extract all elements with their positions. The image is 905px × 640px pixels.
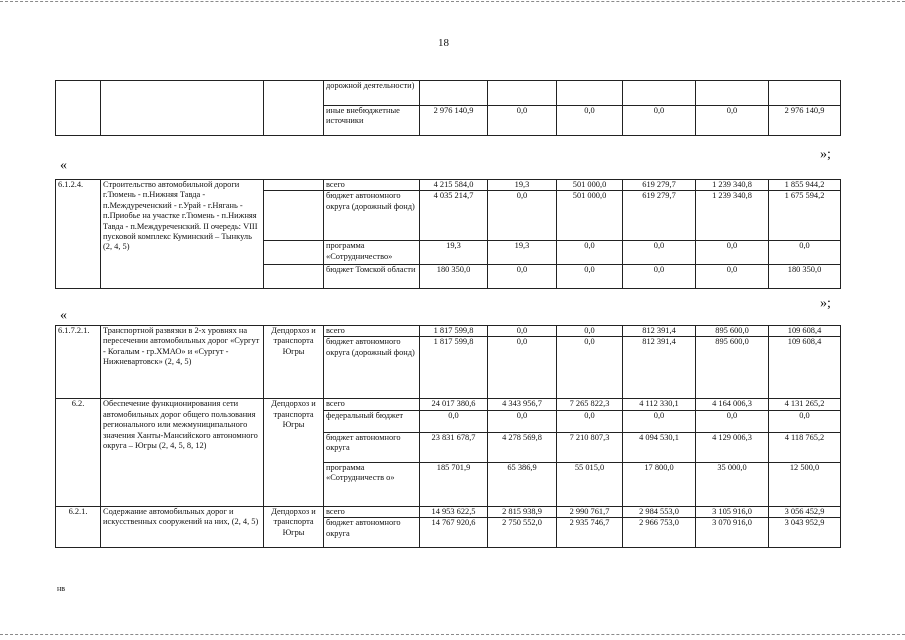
value-cell: 0,0 [623, 106, 696, 136]
source-cell: бюджет автономного округа (дорожный фонд) [324, 337, 420, 399]
source-cell: бюджет Томской области [324, 265, 420, 289]
value-cell: 0,0 [488, 410, 557, 432]
code-cell: 6.2.1. [56, 506, 101, 547]
value-cell: 619 279,7 [623, 191, 696, 241]
value-cell: 895 600,0 [696, 337, 769, 399]
value-cell: 0,0 [623, 265, 696, 289]
page-number: 18 [438, 37, 449, 49]
executor-cell: Депдорхоз и транспорта Югры [264, 326, 324, 399]
table-row [56, 326, 841, 337]
value-cell: 0,0 [557, 265, 623, 289]
value-cell [420, 81, 488, 106]
value-cell: 2 990 761,7 [557, 506, 623, 517]
value-cell: 3 105 916,0 [696, 506, 769, 517]
table-continuation [55, 80, 841, 136]
value-cell: 501 000,0 [557, 180, 623, 191]
table-row [56, 399, 841, 410]
source-cell: бюджет автономного округа (дорожный фонд) [324, 191, 420, 241]
code-cell: 6.2. [56, 399, 101, 506]
value-cell: 0,0 [696, 106, 769, 136]
page-top-edge [0, 1, 905, 2]
executor-cell: Депдорхоз и транспорта Югры [264, 399, 324, 506]
quote-close: »; [820, 147, 831, 162]
value-cell: 2 976 140,9 [420, 106, 488, 136]
value-cell: 24 017 380,6 [420, 399, 488, 410]
value-cell: 4 112 330,1 [623, 399, 696, 410]
value-cell: 180 350,0 [420, 265, 488, 289]
value-cell: 0,0 [696, 241, 769, 265]
value-cell: 1 239 340,8 [696, 180, 769, 191]
value-cell [623, 81, 696, 106]
value-cell: 0,0 [623, 241, 696, 265]
value-cell: 14 767 920,6 [420, 518, 488, 548]
value-cell: 619 279,7 [623, 180, 696, 191]
value-cell: 35 000,0 [696, 462, 769, 506]
code-cell: 6.1.7.2.1. [56, 326, 101, 399]
executor-cell [264, 265, 324, 289]
code-cell [56, 81, 101, 136]
quote-open-2: « [60, 308, 67, 323]
value-cell: 0,0 [557, 326, 623, 337]
value-cell: 812 391,4 [623, 326, 696, 337]
value-cell: 2 750 552,0 [488, 518, 557, 548]
quote-close-2: »; [820, 296, 831, 311]
value-cell: 7 265 822,3 [557, 399, 623, 410]
value-cell: 185 701,9 [420, 462, 488, 506]
name-cell: Транспортной развязки в 2-х уровнях на пересечении автомобильных дорог «Сургут - Когалым - гр.ХМАО» и «Сургут - Нижневартовск» (2, 4, 5) [101, 326, 264, 399]
value-cell: 12 500,0 [769, 462, 841, 506]
value-cell: 0,0 [769, 410, 841, 432]
value-cell: 19,3 [488, 180, 557, 191]
source-cell: федеральный бюджет [324, 410, 420, 432]
value-cell: 0,0 [488, 337, 557, 399]
value-cell: 4 164 006,3 [696, 399, 769, 410]
value-cell: 0,0 [488, 106, 557, 136]
value-cell: 0,0 [557, 410, 623, 432]
value-cell: 3 056 452,9 [769, 506, 841, 517]
value-cell: 2 984 553,0 [623, 506, 696, 517]
value-cell: 14 953 622,5 [420, 506, 488, 517]
table-row [56, 180, 841, 191]
value-cell [696, 81, 769, 106]
value-cell: 4 118 765,2 [769, 432, 841, 462]
page-bottom-edge [0, 634, 905, 635]
value-cell: 17 800,0 [623, 462, 696, 506]
value-cell: 3 070 916,0 [696, 518, 769, 548]
value-cell: 0,0 [488, 265, 557, 289]
value-cell: 0,0 [557, 106, 623, 136]
executor-cell [264, 81, 324, 136]
value-cell: 0,0 [488, 191, 557, 241]
name-cell: Строительство автомобильной дороги г.Тюмень - п.Нижняя Тавда - п.Междуреченский - г.Урай - г.Нягань - п.Приобье на участке г.Тюмень - п.Нижняя Тавда - п.Междуреченский. II очередь: VIII пусковой комплекс Куминский – Тынкуль (2, 4, 5) [101, 180, 264, 289]
value-cell [488, 81, 557, 106]
value-cell: 0,0 [623, 410, 696, 432]
value-cell: 3 043 952,9 [769, 518, 841, 548]
value-cell [557, 81, 623, 106]
value-cell: 4 035 214,7 [420, 191, 488, 241]
executor-cell [264, 191, 324, 241]
value-cell: 0,0 [420, 410, 488, 432]
value-cell: 0,0 [696, 410, 769, 432]
value-cell: 4 131 265,2 [769, 399, 841, 410]
value-cell: 4 094 530,1 [623, 432, 696, 462]
value-cell: 2 976 140,9 [769, 106, 841, 136]
source-cell: иные внебюджетные источники [324, 106, 420, 136]
quote-open: « [60, 158, 67, 173]
name-cell: Содержание автомобильных дорог и искусственных сооружений на них, (2, 4, 5) [101, 506, 264, 547]
value-cell: 2 966 753,0 [623, 518, 696, 548]
value-cell: 895 600,0 [696, 326, 769, 337]
value-cell: 1 675 594,2 [769, 191, 841, 241]
source-cell: всего [324, 399, 420, 410]
source-cell: бюджет автономного округа [324, 518, 420, 548]
name-cell [101, 81, 264, 136]
source-cell: всего [324, 506, 420, 517]
source-cell: дорожной деятельности) [324, 81, 420, 106]
value-cell: 812 391,4 [623, 337, 696, 399]
name-cell: Обеспечение функционирования сети автомобильных дорог общего пользования регионального или межмуниципального значения Ханты-Мансийского автономного округа – Югры (2, 4, 5, 8, 12) [101, 399, 264, 506]
value-cell: 19,3 [420, 241, 488, 265]
value-cell: 4 278 569,8 [488, 432, 557, 462]
value-cell: 19,3 [488, 241, 557, 265]
table-row [56, 506, 841, 517]
executor-cell [264, 241, 324, 265]
value-cell: 0,0 [769, 241, 841, 265]
value-cell: 4 343 956,7 [488, 399, 557, 410]
value-cell: 2 935 746,7 [557, 518, 623, 548]
value-cell: 109 608,4 [769, 337, 841, 399]
value-cell [769, 81, 841, 106]
value-cell: 55 015,0 [557, 462, 623, 506]
table-road-network [55, 325, 841, 548]
source-cell: всего [324, 180, 420, 191]
source-cell: программа «Сотрудничеств о» [324, 462, 420, 506]
value-cell: 180 350,0 [769, 265, 841, 289]
value-cell: 4 215 584,0 [420, 180, 488, 191]
value-cell: 4 129 006,3 [696, 432, 769, 462]
value-cell: 1 817 599,8 [420, 326, 488, 337]
footnote-mark: нв [57, 584, 66, 593]
value-cell: 0,0 [557, 337, 623, 399]
source-cell: всего [324, 326, 420, 337]
value-cell: 0,0 [488, 326, 557, 337]
value-cell: 23 831 678,7 [420, 432, 488, 462]
value-cell: 1 239 340,8 [696, 191, 769, 241]
value-cell: 109 608,4 [769, 326, 841, 337]
source-cell: программа «Сотрудничество» [324, 241, 420, 265]
value-cell: 0,0 [696, 265, 769, 289]
value-cell: 1 817 599,8 [420, 337, 488, 399]
value-cell: 7 210 807,3 [557, 432, 623, 462]
value-cell: 501 000,0 [557, 191, 623, 241]
value-cell: 2 815 938,9 [488, 506, 557, 517]
table-row [56, 81, 841, 106]
code-cell: 6.1.2.4. [56, 180, 101, 289]
source-cell: бюджет автономного округа [324, 432, 420, 462]
value-cell: 0,0 [557, 241, 623, 265]
executor-cell [264, 180, 324, 191]
table-road-construction [55, 179, 841, 289]
value-cell: 65 386,9 [488, 462, 557, 506]
value-cell: 1 855 944,2 [769, 180, 841, 191]
executor-cell: Депдорхоз и транспорта Югры [264, 506, 324, 547]
